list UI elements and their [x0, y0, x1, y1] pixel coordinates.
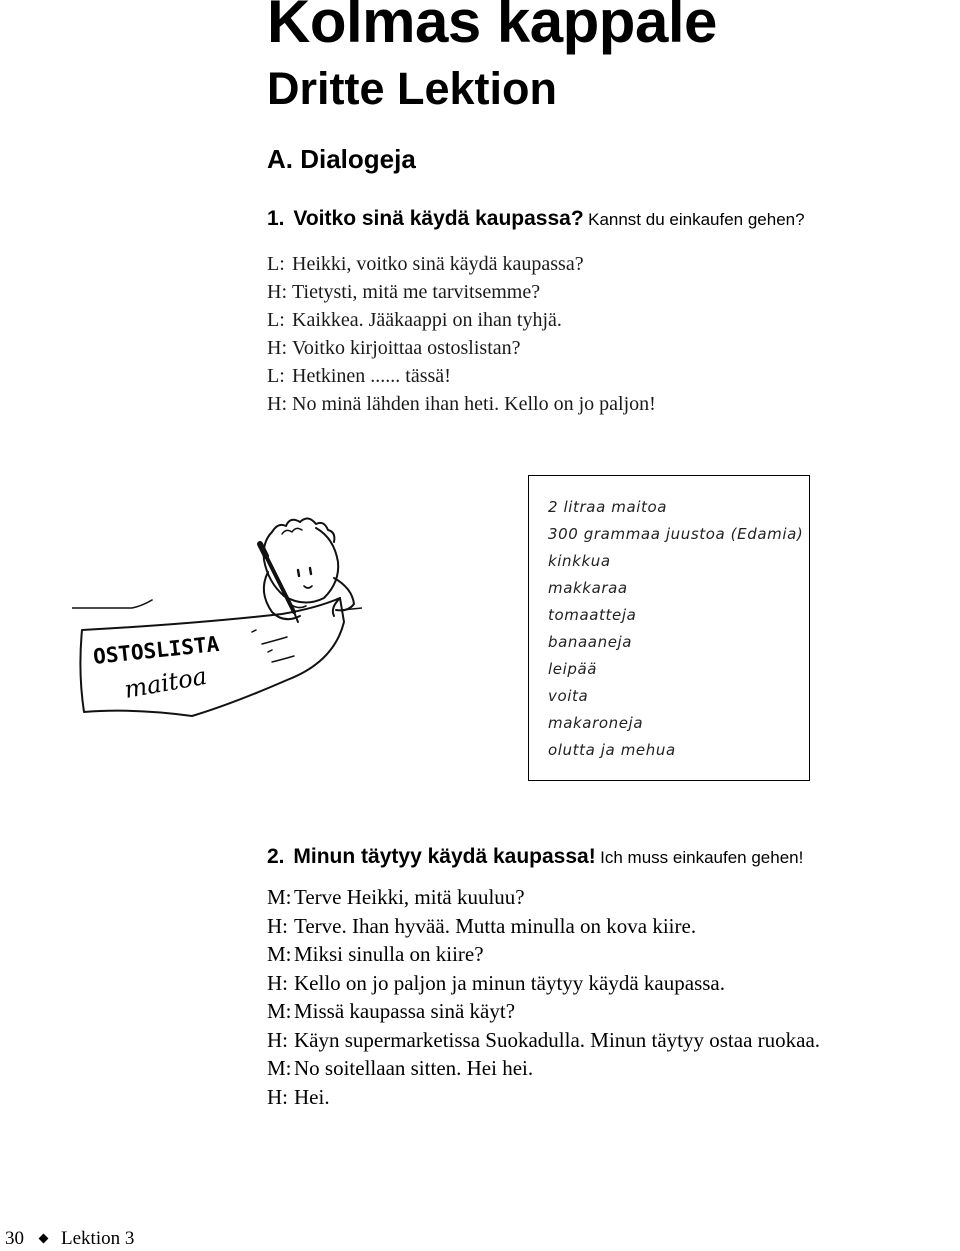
dialogue-number: 2.	[267, 845, 285, 868]
list-item: olutta ja mehua	[548, 741, 676, 759]
list-item: kinkkua	[548, 552, 611, 570]
dialogue-1	[267, 250, 656, 418]
list-item: leipää	[548, 660, 598, 678]
speaker: H:	[267, 393, 287, 415]
line-text: Terve. Ihan hyvää. Mutta minulla on kova kiire.	[294, 913, 697, 938]
dialogue-line	[267, 334, 656, 362]
dialogue-line	[267, 969, 820, 998]
diamond-icon	[39, 1234, 49, 1244]
dialogue-title-german: Ich muss einkaufen gehen!	[600, 848, 804, 867]
speaker: M:	[267, 999, 292, 1023]
speaker: H:	[267, 1084, 288, 1109]
dialogue-2-heading	[267, 846, 803, 867]
dialogue-line	[267, 997, 820, 1026]
dialogue-line	[267, 1026, 820, 1055]
dialogue-line	[267, 940, 820, 969]
speaker: M:	[267, 885, 292, 909]
line-text: Hei.	[294, 1084, 330, 1109]
dialogue-line	[267, 362, 656, 390]
list-item: 300 grammaa juustoa (Edamia)	[548, 525, 804, 543]
illustration-note-label: OSTOSLISTA	[92, 631, 221, 669]
dialogue-title-finnish: Voitko sinä käydä kaupassa?	[293, 207, 584, 230]
line-text: Tietysti, mitä me tarvitsemme?	[292, 281, 541, 303]
list-item: tomaatteja	[548, 606, 637, 624]
dialogue-line	[267, 250, 656, 278]
shopping-list	[548, 494, 803, 764]
speaker: H:	[267, 913, 288, 938]
dialogue-line	[267, 912, 820, 941]
chapter-subtitle: Dritte Lektion	[267, 63, 558, 114]
list-item: voita	[548, 687, 589, 705]
illustration-note-text: maitoa	[122, 661, 209, 704]
line-text: No minä lähden ihan heti. Kello on jo paljon!	[292, 393, 656, 415]
speaker: H:	[267, 337, 287, 359]
line-text: Heikki, voitko sinä käydä kaupassa?	[292, 253, 584, 275]
dialogue-line	[267, 883, 820, 912]
dialogue-line	[267, 390, 656, 418]
dialogue-2	[267, 883, 820, 1111]
shopping-list-box	[528, 475, 810, 781]
section-heading: A. Dialogeja	[267, 144, 416, 174]
line-text: Miksi sinulla on kiire?	[294, 942, 484, 966]
speaker: H:	[267, 1027, 288, 1052]
speaker: H:	[267, 281, 287, 303]
list-item: makkaraa	[548, 579, 628, 597]
speaker: L:	[267, 309, 285, 331]
dialogue-title-german: Kannst du einkaufen gehen?	[588, 210, 805, 229]
line-text: Terve Heikki, mitä kuuluu?	[294, 885, 525, 909]
list-item: banaaneja	[548, 633, 633, 651]
list-item: 2 litraa maitoa	[548, 498, 668, 516]
speaker: L:	[267, 253, 285, 275]
chapter-title: Kolmas kappale	[267, 0, 717, 55]
list-item: makaroneja	[548, 714, 644, 732]
line-text: Kello on jo paljon ja minun täytyy käydä kaupassa.	[294, 970, 725, 995]
speaker: H:	[267, 970, 288, 995]
dialogue-title-finnish: Minun täytyy käydä kaupassa!	[293, 845, 596, 868]
line-text: Kaikkea. Jääkaappi on ihan tyhjä.	[292, 309, 562, 331]
page-number: 30	[5, 1228, 24, 1249]
shopping-list-illustration	[72, 512, 362, 722]
lesson-label: Lektion 3	[61, 1228, 135, 1249]
page-footer	[5, 1229, 134, 1248]
speaker: M:	[267, 942, 292, 966]
line-text: Käyn supermarketissa Suokadulla. Minun täytyy ostaa ruokaa.	[294, 1027, 821, 1052]
dialogue-number: 1.	[267, 207, 285, 230]
line-text: No soitellaan sitten. Hei hei.	[294, 1056, 534, 1080]
line-text: Hetkinen ...... tässä!	[292, 365, 451, 387]
dialogue-line	[267, 1083, 820, 1112]
dialogue-line	[267, 1054, 820, 1083]
speaker: M:	[267, 1056, 292, 1080]
dialogue-line	[267, 278, 656, 306]
dialogue-1-heading	[267, 208, 805, 229]
line-text: Voitko kirjoittaa ostoslistan?	[292, 337, 521, 359]
line-text: Missä kaupassa sinä käyt?	[294, 999, 516, 1023]
speaker: L:	[267, 365, 285, 387]
dialogue-line	[267, 306, 656, 334]
